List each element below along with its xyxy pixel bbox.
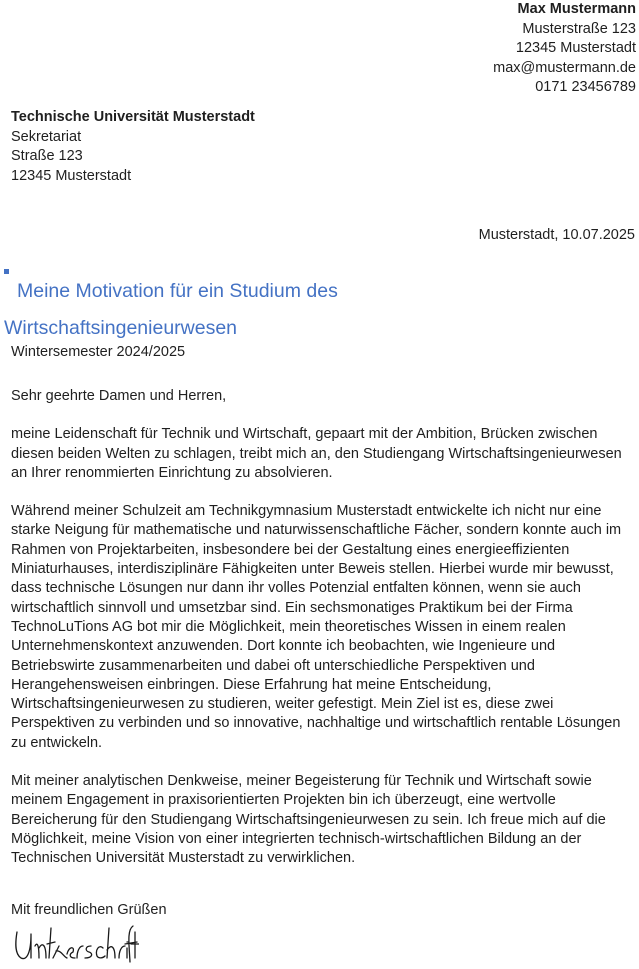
sender-city: 12345 Musterstadt xyxy=(515,40,636,56)
sender-name: Max Mustermann xyxy=(517,1,636,17)
paragraph-3: Mit meiner analytischen Denkweise, meiner Begeisterung für Technik und Wirtschaft sowie meinem Engagement in praxisorientierten Projekten bin ich überzeugt, eine wertvolle Bereicherung für den Studiengang Wirtschaftsingenieurwesen zu sein. Ich freue mich auf die Möglichkeit, meine Vision von einer integrierten technisch-wirtschaftlichen Bildung an der Technischen Universität Musterstadt zu verwirklichen. xyxy=(11,773,606,867)
recipient-city: 12345 Musterstadt xyxy=(11,167,132,184)
recipient-department: Sekretariat xyxy=(11,128,82,145)
letter-body xyxy=(11,387,635,888)
subject-heading: Meine Motivation für ein Studium des Wirtschaftsingenieurwesen xyxy=(4,280,338,339)
recipient-street: Straße 123 xyxy=(11,148,83,164)
signature-image xyxy=(9,924,139,966)
closing: Mit freundlichen Grüßen xyxy=(11,902,167,918)
recipient-block xyxy=(11,108,255,186)
date-line: Musterstadt, 10.07.2025 xyxy=(478,227,635,243)
paragraph-1: meine Leidenschaft für Technik und Wirtschaft, gepaart mit der Ambition, Brücken zwischen diesen beiden Welten zu schlagen, treibt mich an, den Studiengang Wirtschaftsingenieurwesen an Ihrer renommierten Einrichtung zu absolvieren. xyxy=(11,426,622,481)
salutation: Sehr geehrte Damen und Herren, xyxy=(11,388,227,404)
semester-line: Wintersemester 2024/2025 xyxy=(11,344,186,360)
sender-block xyxy=(493,0,636,98)
sender-phone: 0171 23456789 xyxy=(535,79,636,95)
paragraph-2: Während meiner Schulzeit am Technikgymnasium Musterstadt entwickelte ich nicht nur eine starke Neigung für mathematische und naturwissenschaftliche Fächer, sondern konnte auch im Rahmen von Projektarbeiten, insbesondere bei der Gestaltung eines energieeffizienten Miniaturhauses, interdisziplinäre Fähigkeiten unter Beweis stellen. Hierbei wurde mir bewusst, dass technische Lösungen nur dann ihr volles Potenzial entfalten können, wenn sie auch wirtschaftlich sinnvoll und umsetzbar sind. Ein sechsmonatiges Praktikum bei der Firma TechnoLuTions AG bot mir die Möglichkeit, mein theoretisches Wissen in einem realen Unternehmenskontext anzuwenden. Dort konnte ich beobachten, wie Ingenieure und Betriebswirte zusammenarbeiten und dabei oft unterschiedliche Perspektiven und Herangehensweisen einbringen. Diese Erfahrung hat meine Entscheidung, Wirtschaftsingenieurwesen zu studieren, weiter gefestigt. Mein Ziel ist es, diese zwei Perspektiven zu verbinden und so innovative, nachhaltige und wirtschaftlich rentable Lösungen zu entwickeln. xyxy=(11,503,622,751)
recipient-org: Technische Universität Musterstadt xyxy=(11,109,255,125)
sender-street: Musterstraße 123 xyxy=(522,20,636,37)
sender-email: max@mustermann.de xyxy=(493,59,636,76)
